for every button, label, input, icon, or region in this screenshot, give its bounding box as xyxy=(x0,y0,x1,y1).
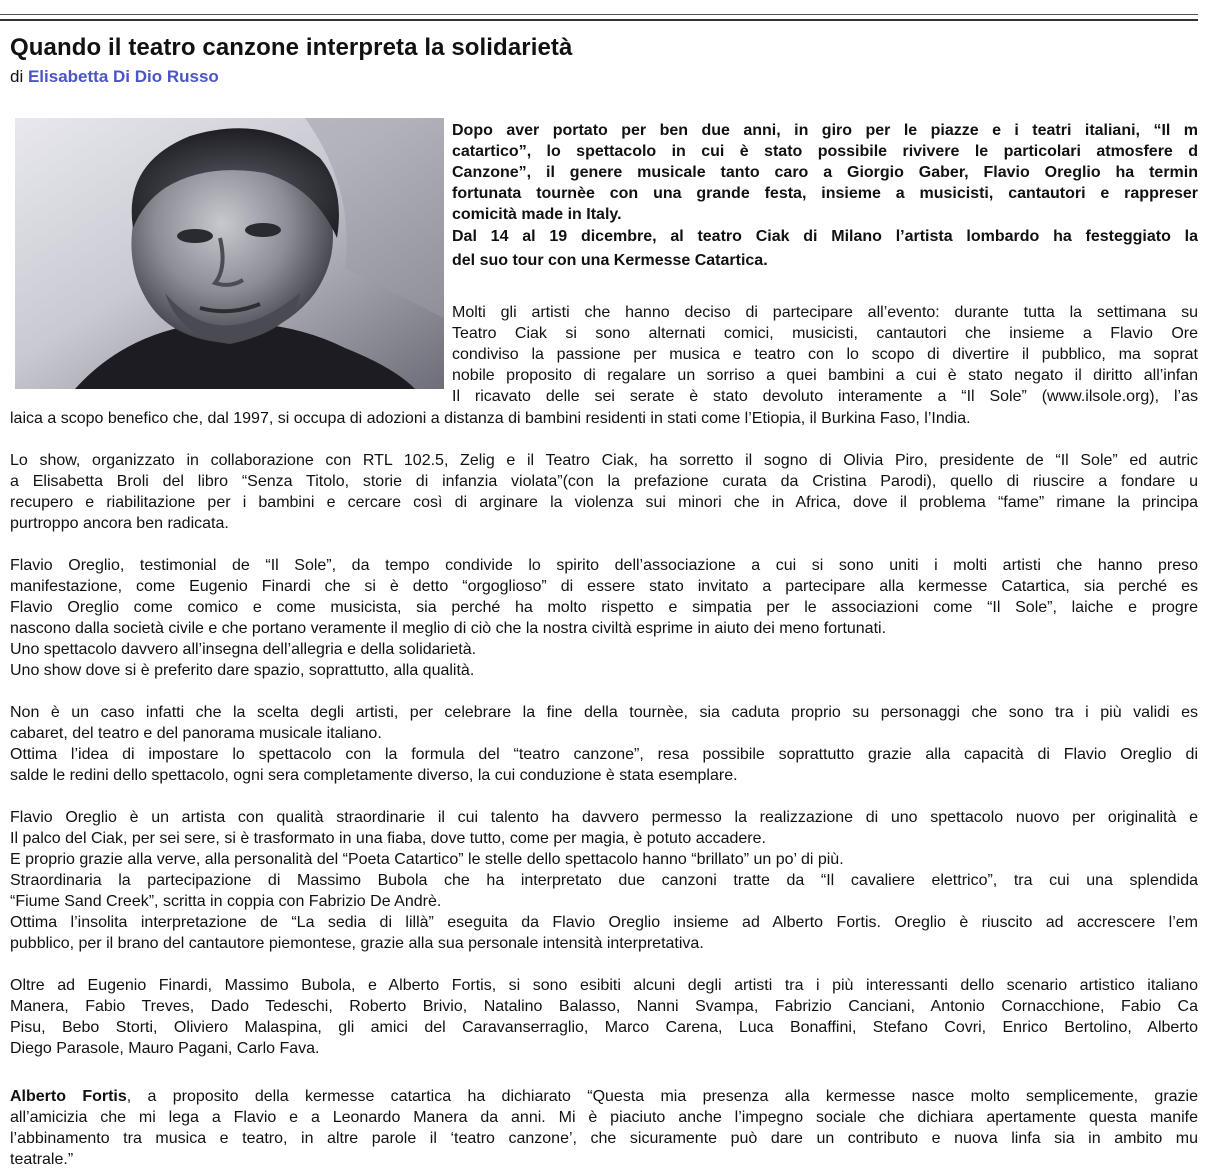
wrap-line: Il ricavato delle sei serate è stato devoluto interamente a “Il Sole” (www.ilsole.org), l’as xyxy=(452,388,1198,405)
quote-line: l’abbinamento tra musica e teatro, in altre parole il ‘teatro canzone’, che sicuramente può dare un contributo e nuova linfa sia in ambito mu xyxy=(10,1130,1198,1147)
body-line: Manera, Fabio Treves, Dado Tedeschi, Roberto Brivio, Natalino Balasso, Nanni Svampa, Fabrizio Canciani, Antonio Cornacchione, Fabio Ca xyxy=(10,998,1198,1015)
body-line: Diego Parasole, Mauro Pagani, Carlo Fava. xyxy=(10,1040,320,1057)
body-line: Flavio Oreglio, testimonial de “Il Sole”, da tempo condivide lo spirito dell’associazione a cui si sono uniti i molti artisti che hanno preso xyxy=(10,557,1198,574)
wrap-line: Teatro Ciak si sono alternati comici, musicisti, cantautori che insieme a Flavio Ore xyxy=(452,325,1198,342)
quote-speaker: Alberto Fortis xyxy=(10,1088,127,1105)
body-line: salde le redini dello spettacolo, ogni sera completamente diverso, la cui conduzione è stata esemplare. xyxy=(10,767,738,784)
body-line: Flavio Oreglio è un artista con qualità straordinarie il cui talento ha davvero permesso la realizzazione di uno spettacolo nuovo per originalità e xyxy=(10,809,1198,826)
intro-line: Dopo aver portato per ben due anni, in giro per le piazze e i teatri italiani, “Il m xyxy=(452,122,1198,139)
body-line: nascono dalla società civile e che portano veramente il meglio di ciò che la nostra civiltà esprime in aiuto dei meno fortunati. xyxy=(10,620,887,637)
intro-line: catartico”, lo spettacolo in cui è stato possibile rivivere le particolari atmosfere d xyxy=(452,143,1198,160)
quote-line xyxy=(10,1086,1198,1107)
body-line: a Elisabetta Broli del libro “Senza Titolo, storie di infanzia violata”(con la prefazione curata da Cristina Parodi), quello di riuscire a fondare u xyxy=(10,473,1198,490)
wrap-line: nobile proposito di regalare un sorriso a quei bambini a cui è stato negato il diritto all’infan xyxy=(452,367,1198,384)
body-line: laica a scopo benefico che, dal 1997, si occupa di adozioni a distanza di bambini residenti in stati come l’Etiopia, il Burkina Faso, l’India. xyxy=(10,410,971,427)
article-title: Quando il teatro canzone interpreta la solidarietà xyxy=(10,34,573,61)
wrap-line: condiviso la passione per musica e teatro con lo scopo di divertire il pubblico, ma soprat xyxy=(452,346,1198,363)
intro-line: Dal 14 al 19 dicembre, al teatro Ciak di Milano l’artista lombardo ha festeggiato la xyxy=(452,228,1198,245)
body-line: purtroppo ancora ben radicata. xyxy=(10,515,229,532)
wrap-line: Molti gli artisti che hanno deciso di partecipare all’evento: durante tutta la settimana su xyxy=(452,304,1198,321)
intro-line: fortunata tournèe con una grande festa, insieme a musicisti, cantautori e rappreser xyxy=(452,185,1198,202)
quote-first-line: , a proposito della kermesse catartica ha dichiarato “Questa mia presenza alla kermesse nasce molto semplicemente, grazie xyxy=(126,1088,1198,1105)
intro-line: Canzone”, il genere musicale tanto caro a Giorgio Gaber, Flavio Oreglio ha termin xyxy=(452,164,1198,181)
body-line: E proprio grazie alla verve, alla personalità del “Poeta Catartico” le stelle dello spettacolo hanno “brillato” un po’ di più. xyxy=(10,851,844,868)
author-name: Elisabetta Di Dio Russo xyxy=(27,67,219,86)
body-line: pubblico, per il brano del cantautore piemontese, grazie alla sua personale intensità interpretativa. xyxy=(10,935,704,952)
body-line: “Fiume Sand Creek”, scritta in coppia con Fabrizio De Andrè. xyxy=(10,893,442,910)
byline-prefix: di xyxy=(10,67,24,86)
body-line: Straordinaria la partecipazione di Massimo Bubola che ha interpretato due canzoni tratte da “Il cavaliere elettrico”, tra cui una splendida xyxy=(10,872,1198,889)
body-line: Non è un caso infatti che la scelta degli artisti, per celebrare la fine della tournèe, sia caduta proprio su personaggi che sono tra i più validi es xyxy=(10,704,1198,721)
body-line: manifestazione, come Eugenio Finardi che si è detto “orgoglioso” di essere stato invitato a partecipare alla kermesse Catartica, sia perché es xyxy=(10,578,1198,595)
body-line: Oltre ad Eugenio Finardi, Massimo Bubola, e Alberto Fortis, si sono esibiti alcuni degli artisti tra i più interessanti dello scenario artistico italiano xyxy=(10,977,1198,994)
body-line: Uno show dove si è preferito dare spazio, soprattutto, alla qualità. xyxy=(10,662,475,679)
body-line: Lo show, organizzato in collaborazione con RTL 102.5, Zelig e il Teatro Ciak, ha sorretto il sogno di Olivia Piro, presidente de “Il Sole” ed autric xyxy=(10,452,1198,469)
body-line: Ottima l’insolita interpretazione de “La sedia di lillà” eseguita da Flavio Oreglio insieme ad Alberto Fortis. Oreglio è riuscito ad accrescere l’em xyxy=(10,914,1198,931)
body-line: Pisu, Bebo Storti, Oliviero Malaspina, gli amici del Caravanserraglio, Marco Carena, Luca Bonaffini, Stefano Covri, Enrico Bertolino, Alberto xyxy=(10,1019,1198,1036)
body-line: recupero e riabilitazione per i bambini e cercare così di arginare la violenza sui minori che in Africa, dove il problema “fame” rimane la principa xyxy=(10,494,1198,511)
body-line: Uno spettacolo davvero all’insegna dell’allegria e della solidarietà. xyxy=(10,641,477,658)
intro-line: del suo tour con una Kermesse Catartica. xyxy=(452,252,768,269)
body-line: cabaret, del teatro e del panorama musicale italiano. xyxy=(10,725,382,742)
quote-line: all’amicizia che mi lega a Flavio e a Leonardo Manera da anni. Mi è piaciuto anche l’impegno sociale che dichiara apertamente questa manife xyxy=(10,1109,1198,1126)
body-line: Il palco del Ciak, per sei sere, si è trasformato in una fiaba, dove tutto, come per magia, è potuto accadere. xyxy=(10,830,766,847)
intro-line: comicità made in Italy. xyxy=(452,206,622,223)
body-line: Flavio Oreglio come comico e come musicista, sia perché ha molto rispetto e simpatia per le associazioni come “Il Sole”, laiche e progre xyxy=(10,599,1198,616)
quote-line: teatrale.” xyxy=(10,1151,74,1168)
body-line: Ottima l’idea di impostare lo spettacolo con la formula del “teatro canzone”, resa possibile soprattutto grazie alla capacità di Flavio Oreglio di xyxy=(10,746,1198,763)
